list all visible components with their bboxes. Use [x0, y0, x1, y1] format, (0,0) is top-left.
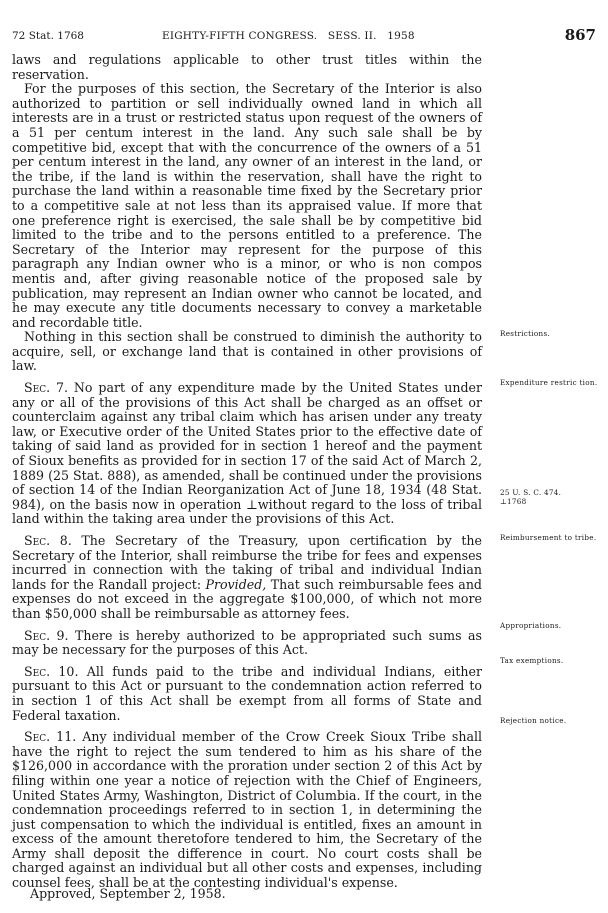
section-11-text: Any individual member of the Crow Creek Sioux Tribe shall have the right to reject the sum tendered to him as his share of the $126,000 in accordance with the proration under section 2 of this Act by filing within one year a notice of rejection with the Chief of Engineers, United States Army, Washington, District of Columbia. If the court, in the condemnation proceedings referred to in section 1, in determining the just compensation to which the individual is entitled, fixes an amount in excess of the amount theretofore tendered to him, the Secretary of the Army shall deposit the difference in court. No court costs shall be charged against an individual but all other costs and expenses, including counsel fees, shall be at the contesting individual's expense. [12, 729, 483, 891]
paragraph-restrictions: Nothing in this section shall be construed to diminish the authority to acquire, sell, or exchange land that is contained in other provisions of law. [12, 329, 482, 374]
section-7-label: Sec. 7. [24, 380, 68, 396]
section-8-text-a: The Secretary of the Treasury, upon certification by the Secretary of the Interior, shall reimburse the tribe for fees and expenses incurred in connection with the taking of tribal and individual Indian lands for the Randall project: [12, 533, 482, 592]
section-7 [12, 381, 482, 527]
margin-note-usc-reference: 25 U. S. C. 474. [500, 488, 562, 497]
section-8-provided: Provided, [205, 576, 267, 592]
margin-note-restrictions: Restrictions. [500, 329, 551, 338]
section-10 [12, 665, 482, 723]
section-9-text: There is hereby authorized to be appropriated such sums as may be necessary for the purposes of this Act. [12, 627, 482, 658]
section-9-label: Sec. 9. [24, 627, 69, 643]
section-11-label: Sec. 11. [24, 729, 77, 745]
margin-note-rejection: Rejection notice. [500, 716, 567, 725]
section-10-text: All funds paid to the tribe and individual Indians, either pursuant to this Act or pursuant to the condemnation action referred to in section 1 of this Act shall be exempt from all forms of State and Federal taxation. [12, 663, 482, 723]
body-text [12, 53, 482, 891]
statute-reference: 72 Stat. 1768 [12, 30, 84, 42]
margin-note-expenditure: Expenditure restric tion. [500, 378, 598, 387]
running-title: EIGHTY-FIFTH CONGRESS. SESS. II. 1958 [162, 30, 415, 42]
section-10-label: Sec. 10. [24, 663, 79, 679]
margin-note-appropriations: Appropriations. [500, 621, 562, 630]
section-7-text: No part of any expenditure made by the United States under any or all of the provisions of this Act shall be charged as an offset or counterclaim against any tribal claim which has arisen under any treaty law, or Executive order of the United States prior to the effective date of taking of said land as provided for in section 1 hereof and the payment of Sioux benefits as provided for in section 17 of the said Act of March 2, 1889 (25 Stat. 888), as amended, shall be continued under the provisions of section 14 of the Indian Reorganization Act of June 18, 1934 (48 Stat. 984), on the basis now in operation ⊥without regard to the loss of tribal land within the taking area under the provisions of this Act. [12, 380, 482, 527]
margin-note-reimbursement: Reimbursement to tribe. [500, 533, 597, 542]
section-11 [12, 730, 482, 891]
section-9 [12, 629, 482, 658]
section-8-text-b: That such reimbursable fees and expenses do not exceed in the aggregate $100,000, of which not more than $50,000 shall be reimbursable as attorney fees. [12, 576, 482, 621]
section-8-label: Sec. 8. [24, 533, 72, 548]
paragraph-partition: For the purposes of this section, the Secretary of the Interior is also authorized to partition or sell individually owned land in which all interests are in a trust or restricted status upon request of the owners of a 51 per centum interest in the land. Any such sale shall be by competitive bid, except that with the concurrence of the owners of a 51 per centum interest in the land, any owner of an interest in the land, or the tribe, if the land is within the reservation, shall have the right to purchase the land within a reasonable time fixed by the Secretary prior to a competitive sale at not less than its appraised value. If more that one preference right is exercised, the sale shall be by competitive bid limited to the tribe and to the persons entitled to a preference. The Secretary of the Interior may represent for the purpose of this paragraph any Indian owner who is a minor, or who is non compos mentis and, after giving reasonable notice of the proposed sale by publication, may represent an Indian owner who cannot be located, and he may execute any title documents necessary to convey a marketable and recordable title. [12, 81, 482, 330]
paragraph-continuation: laws and regulations applicable to other trust titles within the reservation. [12, 52, 482, 82]
margin-note-tax-exemptions: Tax exemptions. [500, 656, 564, 665]
margin-note-stat-reference: ⊥1768 [500, 497, 527, 506]
page-header [12, 26, 598, 46]
approval-line: Approved, September 2, 1958. [30, 886, 226, 901]
section-8 [12, 534, 482, 622]
page-number: 867 [564, 26, 596, 44]
